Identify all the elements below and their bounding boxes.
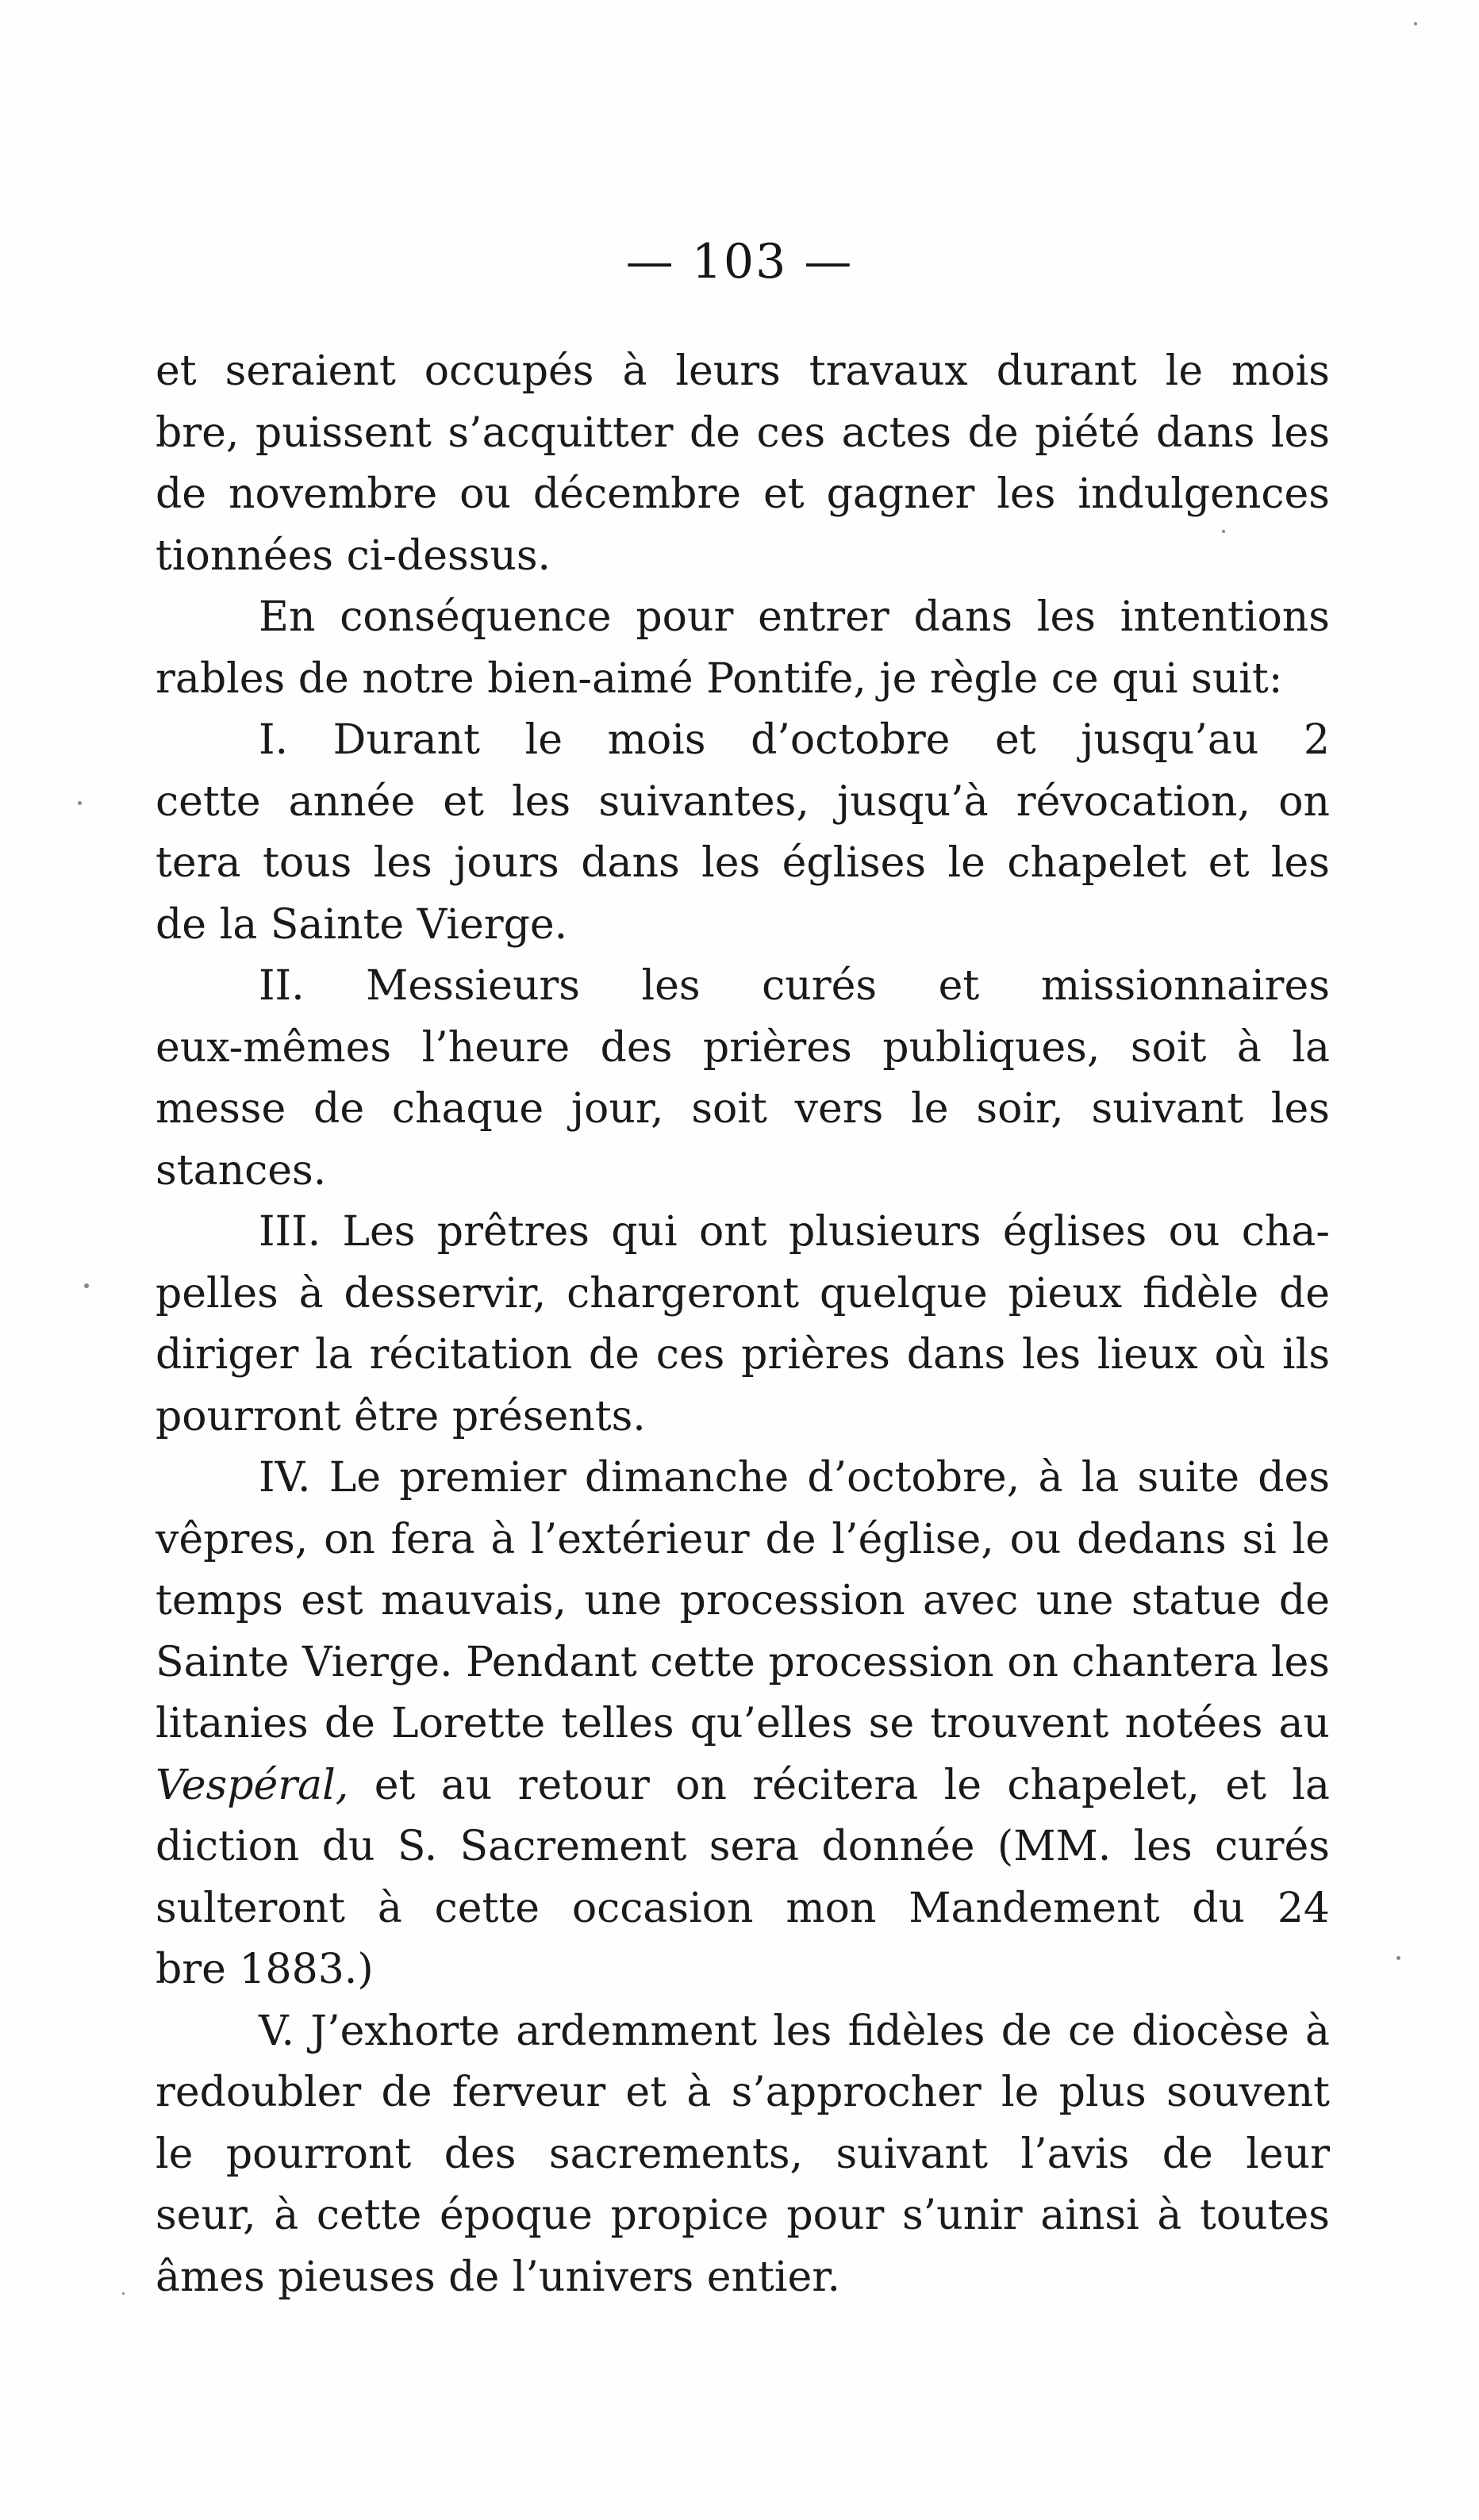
scan-speck bbox=[122, 2292, 125, 2295]
text-line: de novembre ou décembre et gagner les indulgences bbox=[156, 470, 1330, 518]
text-line: bre, puissent s’acquitter de ces actes de piété dans les bbox=[156, 408, 1330, 457]
text-line: Sainte Vierge. Pendant cette procession on chantera les bbox=[156, 1638, 1330, 1686]
text-line: de la Sainte Vierge. bbox=[156, 900, 568, 949]
scan-speck bbox=[84, 1283, 89, 1288]
scan-speck bbox=[1222, 530, 1225, 533]
text-line: I. Durant le mois d’octobre et jusqu’au 2 bbox=[259, 716, 1330, 764]
text-line: bre 1883.) bbox=[156, 1946, 374, 1993]
text-line: II. Messieurs les curés et missionnaires bbox=[259, 962, 1330, 1010]
text-line: litanies de Lorette telles qu’elles se trouvent notées au bbox=[156, 1700, 1330, 1747]
text-line: vêpres, on fera à l’extérieur de l’église, ou dedans si le bbox=[156, 1515, 1330, 1563]
text-line: temps est mauvais, une procession avec une statue de bbox=[156, 1577, 1330, 1624]
text-line: diriger la récitation de ces prières dans les lieux où ils bbox=[156, 1331, 1330, 1379]
scan-speck bbox=[1396, 1956, 1400, 1960]
text-line: diction du S. Sacrement sera donnée (MM. les curés bbox=[156, 1823, 1330, 1870]
italic-word: Vespéral, bbox=[156, 1761, 349, 1809]
text-line: redoubler de ferveur et à s’approcher le plus souvent bbox=[156, 2069, 1330, 2116]
text-line: eux-mêmes l’heure des prières publiques, soit à la bbox=[156, 1023, 1330, 1072]
text-line: cette année et les suivantes, jusqu’à révocation, on bbox=[156, 777, 1330, 826]
text-line: seur, à cette époque propice pour s’unir ainsi à toutes bbox=[156, 2192, 1330, 2239]
text-line: III. Les prêtres qui ont plusieurs églises ou cha- bbox=[259, 1208, 1330, 1256]
text-line: En conséquence pour entrer dans les intentions bbox=[259, 593, 1330, 641]
body-text bbox=[156, 341, 1330, 2308]
text-line: pourront être présents. bbox=[156, 1392, 646, 1440]
text-line-rest: et au retour on récitera le chapelet, et la bbox=[374, 1761, 1330, 1809]
text-line: sulteront à cette occasion mon Mandement du 24 bbox=[156, 1884, 1330, 1932]
text-line: rables de notre bien-aimé Pontife, je règle ce qui suit: bbox=[156, 654, 1283, 703]
text-line: stances. bbox=[156, 1146, 327, 1195]
scan-speck bbox=[1414, 22, 1417, 25]
text-line: et seraient occupés à leurs travaux durant le mois bbox=[156, 347, 1330, 395]
page-number: — 103 — bbox=[625, 234, 854, 290]
text-line: tionnées ci-dessus. bbox=[156, 531, 551, 580]
text-line: le pourront des sacrements, suivant l’avis de leur bbox=[156, 2130, 1330, 2178]
scan-speck bbox=[78, 801, 82, 805]
text-line: messe de chaque jour, soit vers le soir, suivant les bbox=[156, 1085, 1330, 1133]
text-line: âmes pieuses de l’univers entier. bbox=[156, 2253, 840, 2301]
text-line bbox=[156, 1755, 1330, 1817]
text-line: tera tous les jours dans les églises le chapelet et les bbox=[156, 839, 1330, 887]
text-line: IV. Le premier dimanche d’octobre, à la suite des bbox=[259, 1454, 1330, 1502]
text-line: pelles à desservir, chargeront quelque pieux fidèle de bbox=[156, 1269, 1330, 1318]
text-line: V. J’exhorte ardemment les fidèles de ce diocèse à bbox=[259, 2007, 1330, 2055]
